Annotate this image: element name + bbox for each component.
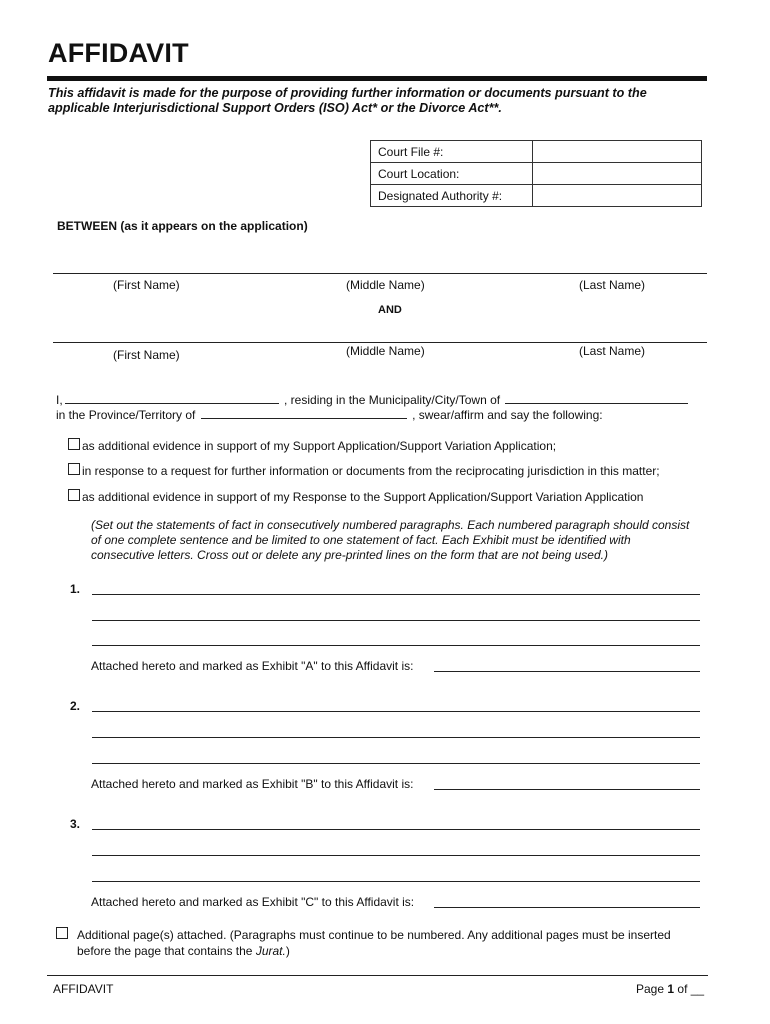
additional-close: ) bbox=[285, 944, 290, 958]
intro-text: This affidavit is made for the purpose of providing further information or documents pursuant to the applicable Interjurisdictional Support Orders (ISO) Act* or the Divorce Act**. bbox=[48, 86, 647, 115]
jurat-text: Jurat. bbox=[255, 944, 286, 958]
footer-rule bbox=[47, 975, 708, 976]
court-location-label: Court Location: bbox=[371, 163, 533, 185]
page-indicator bbox=[636, 982, 704, 996]
deponent-statement-line-2 bbox=[56, 406, 603, 422]
checkbox-response-application-label: as additional evidence in support of my Response to the Support Application/Support Variation Application bbox=[82, 490, 644, 504]
paragraph-number: 3. bbox=[70, 817, 81, 831]
party-1-middle-name-label: (Middle Name) bbox=[346, 278, 425, 292]
exhibit-a-field[interactable] bbox=[434, 671, 700, 672]
designated-authority-field[interactable] bbox=[533, 185, 702, 207]
exhibit-a-label: Attached hereto and marked as Exhibit "A" to this Affidavit is: bbox=[91, 659, 414, 673]
between-label: BETWEEN (as it appears on the application) bbox=[57, 219, 308, 233]
municipality-field[interactable] bbox=[505, 391, 688, 404]
designated-authority-label: Designated Authority #: bbox=[371, 185, 533, 207]
court-file-label: Court File #: bbox=[371, 141, 533, 163]
party-2-first-name-label: (First Name) bbox=[113, 348, 180, 362]
court-info-table bbox=[370, 140, 702, 207]
exhibit-c-label: Attached hereto and marked as Exhibit "C" to this Affidavit is: bbox=[91, 895, 415, 909]
province-field[interactable] bbox=[201, 406, 407, 419]
paragraph-number: 1. bbox=[70, 582, 81, 596]
additional-pages-text bbox=[77, 927, 707, 959]
page-number: 1 bbox=[667, 982, 675, 996]
party-1-last-name-label: (Last Name) bbox=[579, 278, 646, 292]
footer-title: AFFIDAVIT bbox=[53, 982, 114, 996]
paragraph-2-line-1[interactable] bbox=[92, 711, 700, 712]
designated-authority-row bbox=[371, 185, 702, 207]
and-label: AND bbox=[378, 304, 402, 316]
additional-pages-label: Additional page(s) attached. (Paragraphs must continue to be numbered. Any additional pages must be inserted before the page that contains the bbox=[77, 928, 671, 958]
page-title: AFFIDAVIT bbox=[48, 38, 189, 68]
paragraph-1-line-3[interactable] bbox=[92, 645, 700, 646]
party-2-middle-name-label: (Middle Name) bbox=[346, 344, 425, 358]
exhibit-b-field[interactable] bbox=[434, 789, 700, 790]
party-1-first-name-label: (First Name) bbox=[113, 278, 180, 292]
court-file-row bbox=[371, 141, 702, 163]
checkbox-support-application-label: as additional evidence in support of my Support Application/Support Variation Application; bbox=[82, 439, 557, 453]
paragraph-3-line-2[interactable] bbox=[92, 855, 700, 856]
checkbox-reciprocating-request[interactable] bbox=[68, 463, 80, 475]
court-file-field[interactable] bbox=[533, 141, 702, 163]
paragraph-3-line-3[interactable] bbox=[92, 881, 700, 882]
paragraph-1-line-1[interactable] bbox=[92, 594, 700, 595]
checkbox-support-application[interactable] bbox=[68, 438, 80, 450]
court-location-row bbox=[371, 163, 702, 185]
page-of: of __ bbox=[677, 982, 705, 996]
paragraph-2-line-3[interactable] bbox=[92, 763, 700, 764]
paragraph-1-line-2[interactable] bbox=[92, 620, 700, 621]
checkbox-additional-pages[interactable] bbox=[56, 927, 68, 939]
residing-text: , residing in the Municipality/City/Town of bbox=[284, 393, 501, 407]
i-prefix: I, bbox=[56, 393, 63, 407]
checkbox-reciprocating-request-label: in response to a request for further information or documents from the reciprocating jurisdiction in this matter; bbox=[82, 464, 660, 478]
province-prefix: in the Province/Territory of bbox=[56, 408, 196, 422]
exhibit-c-field[interactable] bbox=[434, 907, 700, 908]
page-prefix: Page bbox=[636, 982, 665, 996]
swear-text: , swear/affirm and say the following: bbox=[412, 408, 603, 422]
party-2-name-line[interactable] bbox=[53, 342, 707, 343]
party-1-name-line[interactable] bbox=[53, 273, 707, 274]
checkbox-response-application[interactable] bbox=[68, 489, 80, 501]
exhibit-b-label: Attached hereto and marked as Exhibit "B" to this Affidavit is: bbox=[91, 777, 414, 791]
court-location-field[interactable] bbox=[533, 163, 702, 185]
deponent-statement-line-1 bbox=[56, 391, 690, 407]
paragraph-2-line-2[interactable] bbox=[92, 737, 700, 738]
title-rule bbox=[47, 76, 707, 81]
instructions-text: (Set out the statements of fact in consecutively numbered paragraphs. Each numbered paragraph should consist of one complete sentence and be limited to one statement of fact. Each Exhibit must be identified with consecutive letters. Cross out or delete any pre-printed lines on the form that are not being used.) bbox=[91, 518, 690, 562]
deponent-name-field[interactable] bbox=[65, 391, 279, 404]
paragraph-3-line-1[interactable] bbox=[92, 829, 700, 830]
party-2-last-name-label: (Last Name) bbox=[579, 344, 646, 358]
paragraph-number: 2. bbox=[70, 699, 81, 713]
